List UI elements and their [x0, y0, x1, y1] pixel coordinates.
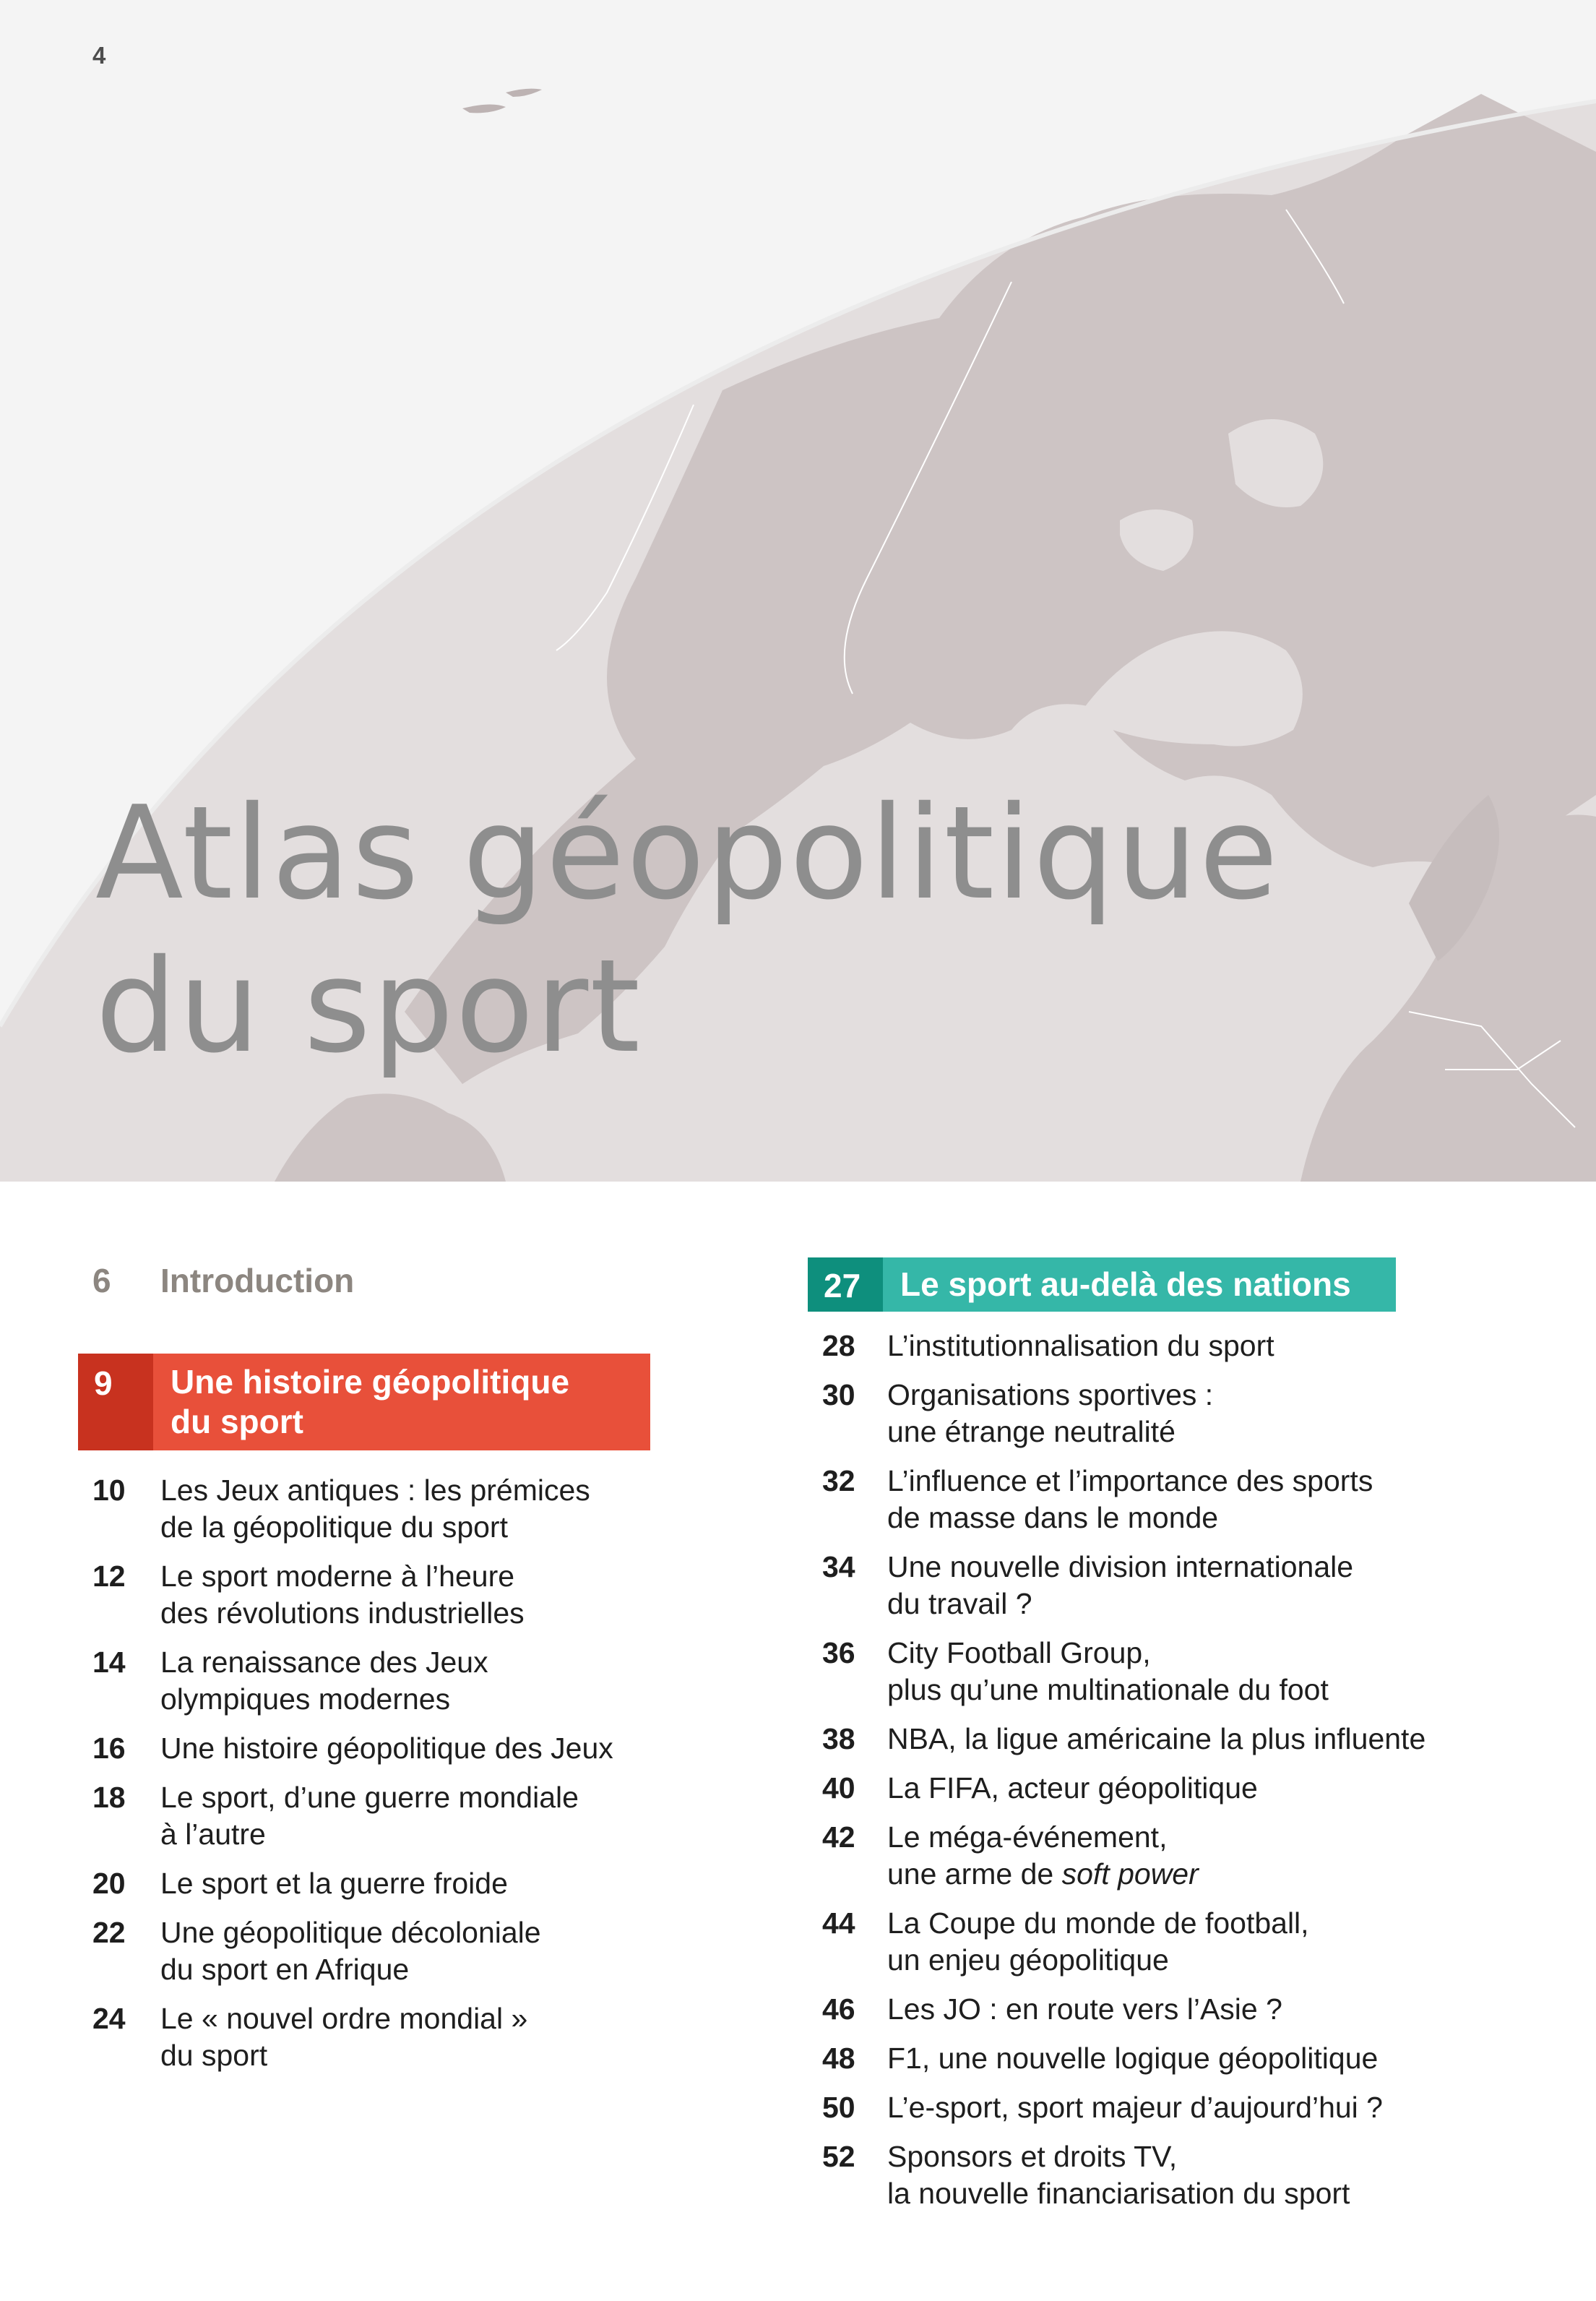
section-title	[153, 1354, 650, 1450]
toc-entry-line: Les JO : en route vers l’Asie ?	[887, 1992, 1282, 2026]
toc-page-number: 50	[822, 2091, 855, 2124]
toc-page-number: 12	[92, 1560, 126, 1593]
section-title-line-1: Une histoire géopolitique	[171, 1363, 570, 1401]
toc-page-number: 16	[92, 1732, 126, 1765]
toc-entry[interactable]	[808, 1549, 1566, 1622]
section-header-history[interactable]	[78, 1354, 728, 1450]
toc-entry-line: Sponsors et droits TV,	[887, 2140, 1178, 2173]
toc-entry-label	[160, 2000, 527, 2074]
toc-entry-label	[887, 2138, 1350, 2212]
toc-page-number: 22	[92, 1916, 126, 1949]
toc-entry-label	[887, 1991, 1282, 2028]
toc-entry-line: Le sport, d’une guerre mondiale	[160, 1781, 579, 1814]
toc-entry-text: une arme de	[887, 1857, 1062, 1891]
toc-entry-line: de masse dans le monde	[887, 1501, 1219, 1534]
toc-entry-label	[887, 1819, 1199, 1893]
page-title	[95, 777, 1280, 1083]
toc-entry-label	[887, 1549, 1353, 1622]
toc-entry[interactable]	[808, 1328, 1566, 1364]
toc-entry-line: City Football Group,	[887, 1636, 1151, 1669]
toc-page-number: 18	[92, 1781, 126, 1814]
toc-entry[interactable]	[78, 1914, 728, 1988]
toc-page-number: 38	[822, 1722, 855, 1755]
toc-entry-line: à l’autre	[160, 1818, 266, 1851]
toc-entry-label	[887, 1635, 1329, 1708]
toc-left-column	[78, 1261, 728, 2086]
toc-entry-line: La FIFA, acteur géopolitique	[887, 1771, 1258, 1805]
toc-entry-line: Le « nouvel ordre mondial »	[160, 2002, 528, 2035]
toc-entry[interactable]	[78, 1644, 728, 1718]
toc-entry[interactable]	[808, 2138, 1566, 2212]
toc-entry[interactable]	[808, 1905, 1566, 1979]
page-number: 4	[92, 42, 106, 69]
section-title-line-2: du sport	[171, 1403, 303, 1440]
toc-entry-label	[887, 1463, 1373, 1536]
toc-page-number: 6	[92, 1262, 111, 1299]
toc-page-number: 48	[822, 2042, 855, 2075]
toc-entry[interactable]	[808, 1721, 1566, 1758]
toc-entry-line	[887, 1856, 1199, 1893]
toc-list	[78, 1472, 728, 2074]
toc-entry-line: Une nouvelle division internationale	[887, 1550, 1354, 1583]
toc-page-number: 34	[822, 1550, 855, 1583]
toc-entry-italic-text: soft power	[1061, 1857, 1199, 1891]
toc-page-number: 10	[92, 1474, 126, 1507]
toc-entry-line: Les Jeux antiques : les prémices	[160, 1474, 590, 1507]
toc-entry-line: NBA, la ligue américaine la plus influente	[887, 1722, 1426, 1755]
toc-list	[808, 1328, 1566, 2212]
toc-entry[interactable]	[808, 1770, 1566, 1807]
toc-entry-line: L’influence et l’importance des sports	[887, 1464, 1373, 1497]
toc-entry-line: la nouvelle financiarisation du sport	[887, 2177, 1350, 2210]
toc-page-number: 42	[822, 1820, 855, 1854]
toc-page-number: 20	[92, 1867, 126, 1900]
toc-entry-label	[160, 1558, 525, 1632]
section-number: 9	[78, 1354, 153, 1450]
toc-entry-line: du travail ?	[887, 1587, 1032, 1620]
toc-entry-line: du sport	[160, 2039, 268, 2072]
toc-entry-label	[887, 1770, 1258, 1807]
title-line-1: Atlas géopolitique	[95, 778, 1280, 928]
toc-entry-label	[887, 1328, 1274, 1364]
toc-entry-line: La Coupe du monde de football,	[887, 1906, 1309, 1940]
toc-entry-line: Une géopolitique décoloniale	[160, 1916, 541, 1949]
toc-entry[interactable]	[808, 1991, 1566, 2028]
toc-entry-line: un enjeu géopolitique	[887, 1943, 1169, 1977]
toc-entry-line: des révolutions industrielles	[160, 1596, 525, 1630]
toc-entry-line: Organisations sportives :	[887, 1378, 1214, 1411]
toc-entry-line: de la géopolitique du sport	[160, 1510, 508, 1544]
toc-entry[interactable]	[808, 1819, 1566, 1893]
toc-page-number: 52	[822, 2140, 855, 2173]
toc-entry-label	[160, 1472, 590, 1546]
toc-page-number: 14	[92, 1646, 126, 1679]
toc-entry-label	[160, 1865, 508, 1902]
toc-entry-label	[887, 2040, 1378, 2077]
toc-entry-line: L’institutionnalisation du sport	[887, 1329, 1274, 1362]
toc-entry-line: une étrange neutralité	[887, 1415, 1176, 1448]
toc-page-number: 30	[822, 1378, 855, 1411]
toc-entry[interactable]	[808, 1635, 1566, 1708]
toc-entry-line: La renaissance des Jeux	[160, 1646, 488, 1679]
toc-entry[interactable]	[808, 1463, 1566, 1536]
toc-entry[interactable]	[78, 1730, 728, 1767]
toc-entry-line: L’e-sport, sport majeur d’aujourd’hui ?	[887, 2091, 1383, 2124]
toc-entry[interactable]	[78, 1779, 728, 1853]
toc-entry[interactable]	[78, 1472, 728, 1546]
section-number: 27	[808, 1257, 883, 1312]
toc-page-number: 28	[822, 1329, 855, 1362]
toc-entry-line: Une histoire géopolitique des Jeux	[160, 1732, 613, 1765]
toc-entry[interactable]	[808, 2089, 1566, 2126]
toc-entry-label	[160, 1644, 488, 1718]
toc-entry-label	[887, 1721, 1425, 1758]
toc-entry-line: du sport en Afrique	[160, 1953, 410, 1986]
toc-entry[interactable]	[78, 1558, 728, 1632]
toc-entry-label	[160, 1730, 613, 1767]
toc-entry-label	[160, 1779, 579, 1853]
toc-page-number: 36	[822, 1636, 855, 1669]
toc-entry[interactable]	[78, 2000, 728, 2074]
toc-entry-line: Le sport et la guerre froide	[160, 1867, 508, 1900]
section-title: Le sport au-delà des nations	[883, 1257, 1396, 1312]
toc-page-number: 46	[822, 1992, 855, 2026]
toc-entry[interactable]	[78, 1865, 728, 1902]
toc-entry-line: plus qu’une multinationale du foot	[887, 1673, 1329, 1706]
toc-entry-label: Introduction	[160, 1262, 355, 1299]
title-line-2: du sport	[95, 932, 642, 1081]
toc-page-number: 40	[822, 1771, 855, 1805]
toc-entry-label	[887, 1905, 1309, 1979]
toc-page-number: 32	[822, 1464, 855, 1497]
toc-entry[interactable]	[808, 2040, 1566, 2077]
toc-page-number: 24	[92, 2002, 126, 2035]
toc-entry-introduction[interactable]	[78, 1261, 728, 1319]
toc-page-number: 44	[822, 1906, 855, 1940]
toc-right-column	[808, 1257, 1566, 2224]
toc-entry-line: Le sport moderne à l’heure	[160, 1560, 515, 1593]
toc-entry-line: olympiques modernes	[160, 1682, 451, 1716]
toc-entry-label	[160, 1914, 541, 1988]
toc-entry-line: F1, une nouvelle logique géopolitique	[887, 2042, 1379, 2075]
toc-entry-line: Le méga-événement,	[887, 1820, 1168, 1854]
toc-entry[interactable]	[808, 1377, 1566, 1450]
section-header-beyond-nations[interactable]	[808, 1257, 1566, 1312]
toc-entry-label	[887, 1377, 1213, 1450]
toc-entry-label	[887, 2089, 1383, 2126]
